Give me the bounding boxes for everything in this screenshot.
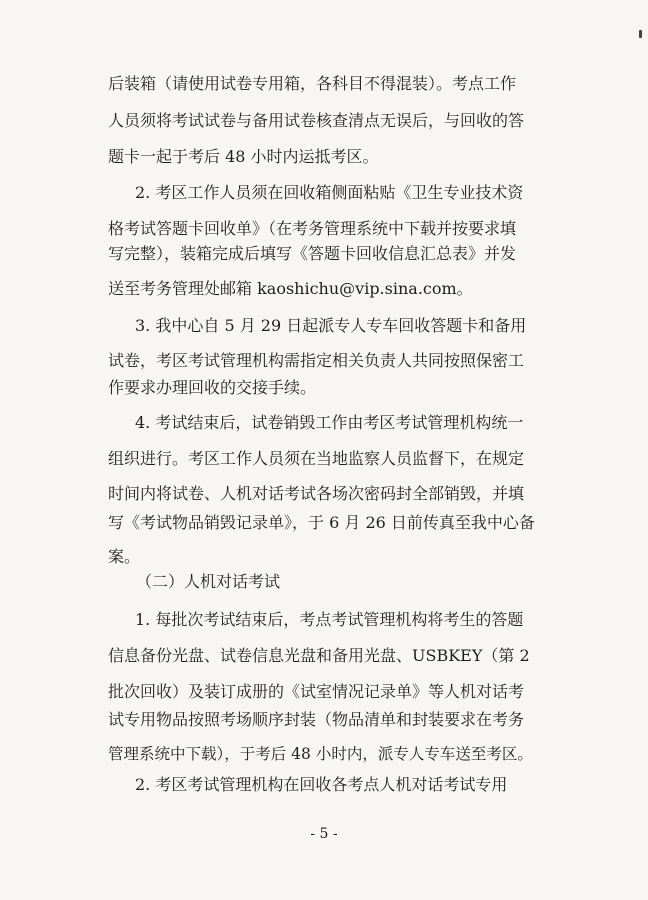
paragraph-line: 3. 我中心自 5 月 29 日起派专人专车回收答题卡和备用 xyxy=(135,316,527,335)
paragraph-line: 写完整），装箱完成后填写《答题卡回收信息汇总表》并发 xyxy=(108,244,517,263)
paragraph-line: 作要求办理回收的交接手续。 xyxy=(108,378,317,397)
paragraph-line: 管理系统中下载），于考后 48 小时内，派专人专车送至考区。 xyxy=(108,745,533,763)
paragraph-line: 试专用物品按照考场顺序封装（物品清单和封装要求在考务 xyxy=(108,710,525,729)
paragraph-line: 格考试答题卡回收单》（在考务管理系统中下载并按要求填 xyxy=(108,219,517,238)
paragraph-line: 案。 xyxy=(108,547,141,566)
paragraph-line: 2. 考区工作人员须在回收箱侧面粘贴《卫生专业技术资 xyxy=(135,183,524,202)
paragraph-line: 1. 每批次考试结束后，考点考试管理机构将考生的答题 xyxy=(135,610,524,629)
paragraph-line: 4. 考试结束后，试卷销毁工作由考区考试管理机构统一 xyxy=(135,413,524,432)
paragraph-line: 批次回收）及装订成册的《试室情况记录单》等人机对话考 xyxy=(108,682,525,701)
paragraph-line: 写《考试物品销毁记录单》，于 6 月 26 日前传真至我中心备 xyxy=(108,513,535,532)
scan-edge-mark xyxy=(639,30,642,38)
paragraph-line: 时间内将试卷、人机对话考试各场次密码封全部销毁，并填 xyxy=(108,484,525,503)
paragraph-line: 人员须将考试试卷与备用试卷核查清点无误后，与回收的答 xyxy=(108,111,525,130)
paragraph-line: 信息备份光盘、试卷信息光盘和备用光盘、USBKEY（第 2 xyxy=(108,646,530,665)
paragraph-line: 试卷，考区考试管理机构需指定相关负责人共同按照保密工 xyxy=(108,351,525,370)
paragraph-line: 2. 考区考试管理机构在回收各考点人机对话考试专用 xyxy=(135,775,508,794)
paragraph-line: 送至考务管理处邮箱 kaoshichu@vip.sina.com。 xyxy=(108,279,473,298)
section-heading: （二）人机对话考试 xyxy=(136,572,281,591)
paragraph-line: 题卡一起于考后 48 小时内运抵考区。 xyxy=(108,147,379,166)
paragraph-line: 后装箱（请使用试卷专用箱，各科目不得混装）。考点工作 xyxy=(108,74,517,93)
page-number: - 5 - xyxy=(310,826,338,842)
paragraph-line: 组织进行。考区工作人员须在当地监察人员监督下，在规定 xyxy=(108,449,525,468)
